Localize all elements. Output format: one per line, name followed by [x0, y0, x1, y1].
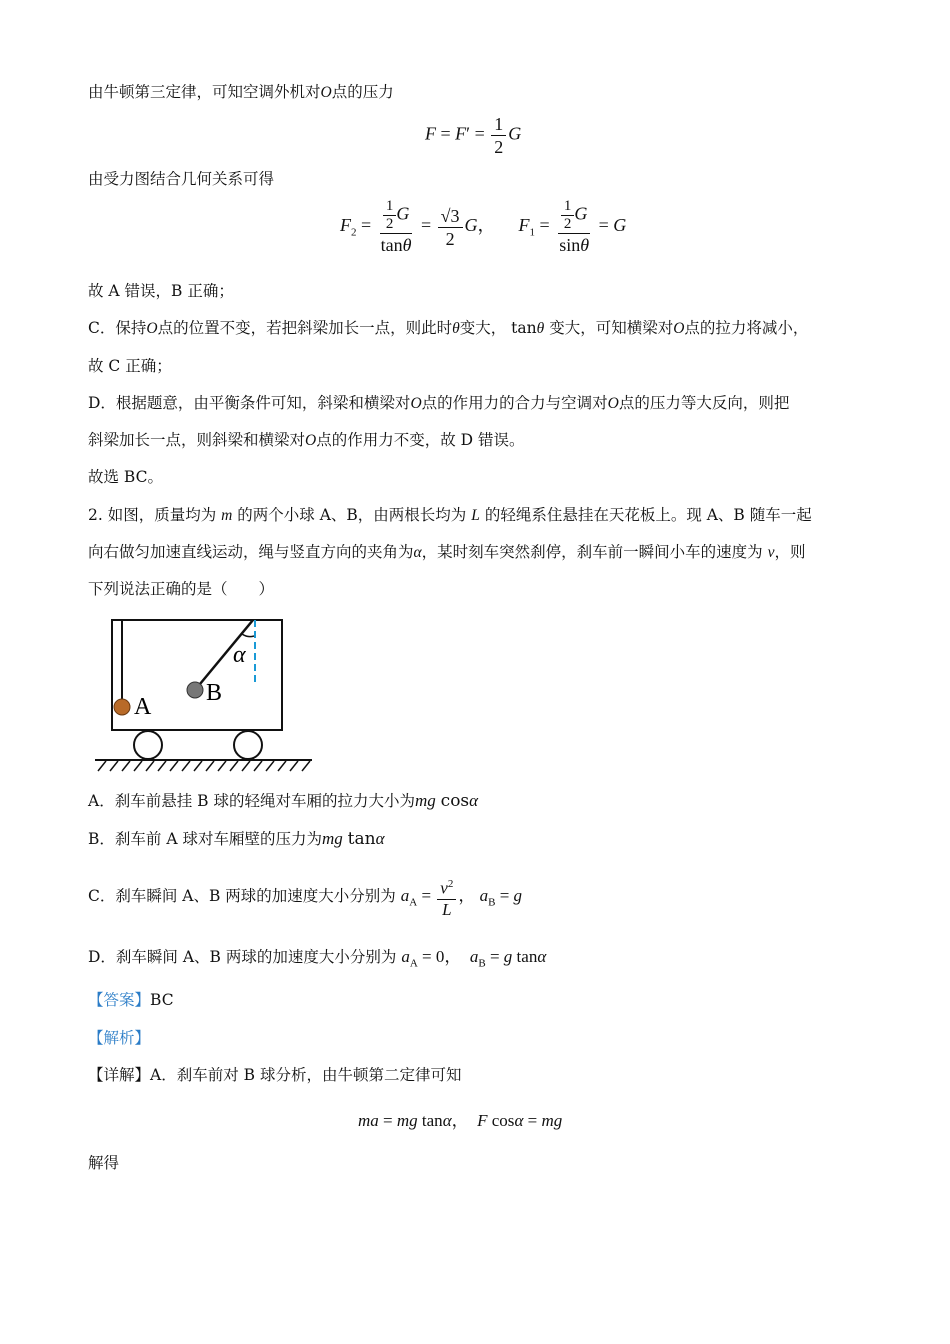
analysis-line: 【解析】: [88, 1029, 151, 1047]
text-line: D．根据题意，由平衡条件可知，斜梁和横梁对O点的作用力的合力与空调对O点的压力等大反向，则把: [88, 394, 790, 412]
label-b: B: [206, 680, 223, 706]
detail-line: 【详解】A．刹车前对 B 球分析，由牛顿第二定律可知: [88, 1066, 462, 1084]
option-a: A．刹车前悬挂 B 球的轻绳对车厢的拉力大小为mg cosα: [88, 791, 479, 811]
text-line: C．保持O点的位置不变，若把斜梁加长一点，则此时θ变大， tanθ 变大，可知横梁对O点的拉力将减小，: [88, 319, 809, 337]
question-text: 2. 如图，质量均为 m 的两个小球 A、B，由两根长均为 L 的轻绳系住悬挂在天花板上。现 A、B 随车一起: [88, 506, 812, 524]
option-d: D．刹车瞬间 A、B 两球的加速度大小分别为 $a_A = 0$， $a_B = g$ tanα: [88, 947, 547, 970]
text-line: 斜梁加长一点，则斜梁和横梁对O点的作用力不变，故 D 错误。: [88, 431, 525, 449]
text-line: 解得: [88, 1154, 120, 1172]
question-text: 下列说法正确的是（ ）: [88, 580, 275, 598]
label-alpha: α: [233, 642, 246, 668]
equation-newton: ma = mg tanα， F cosα = mg: [358, 1111, 563, 1130]
text-line: 由牛顿第三定律，可知空调外机对O点的压力: [88, 83, 394, 101]
option-b: B．刹车前 A 球对车厢壁的压力为mg tanα: [88, 829, 385, 849]
label-a: A: [134, 694, 152, 720]
text-line: 故选 BC。: [88, 468, 163, 486]
equation-f2-f1: $F_2$ = $\frac{1}{2}$ G tanθ = $\frac{√3}{2}$ G， $F_1$ = $\frac{1}{2}$ G sinθ = G: [340, 198, 627, 255]
text-line: 故 A 错误，B 正确；: [88, 282, 234, 300]
answer-line: 【答案】BC: [88, 991, 174, 1009]
question-text: 向右做匀加速直线运动，绳与竖直方向的夹角为α，某时刻车突然刹停，刹车前一瞬间小车的速度为 v，则: [88, 543, 806, 561]
cart-figure: [90, 614, 330, 774]
equation-f: F = F′ = $\frac{1}{2}$ G: [425, 114, 522, 157]
text-line: 故 C 正确；: [88, 357, 172, 375]
text-line: 由受力图结合几何关系可得: [88, 170, 275, 188]
option-c: C．刹车瞬间 A、B 两球的加速度大小分别为 $a_A$ = $\frac{v^2}{L}$ ， $a_B = g$: [88, 874, 522, 924]
